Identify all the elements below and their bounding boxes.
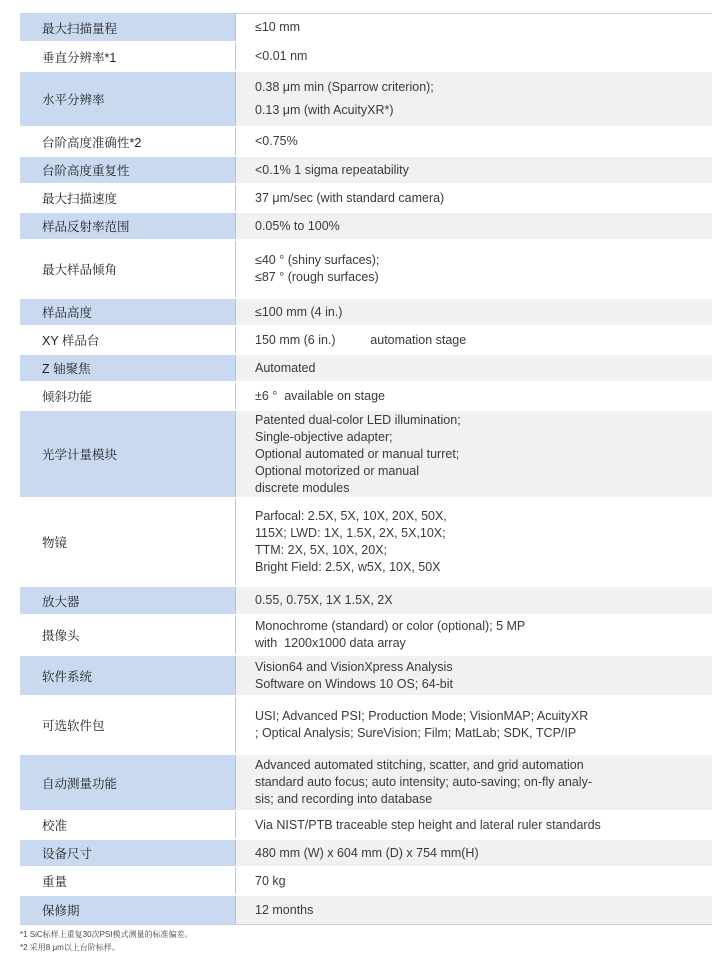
row-label: 样品反射率范围 — [20, 213, 236, 239]
table-row — [20, 43, 712, 72]
row-value: <0.01 nm — [236, 43, 712, 70]
row-label: 放大器 — [20, 587, 236, 614]
row-label: 摄像头 — [20, 616, 236, 654]
row-label: 软件系统 — [20, 656, 236, 695]
row-label: 台阶高度准确性*2 — [20, 128, 236, 155]
row-label: 保修期 — [20, 896, 236, 924]
row-value: Monochrome (standard) or color (optional); 5 MP with 1200x1000 data array — [236, 616, 712, 654]
row-label: 水平分辨率 — [20, 72, 236, 126]
row-value: 0.38 μm min (Sparrow criterion); 0.13 μm (with AcuityXR*) — [236, 72, 712, 126]
row-label: 重量 — [20, 868, 236, 894]
table-row — [20, 896, 712, 924]
row-value: ±6 ° available on stage — [236, 383, 712, 409]
row-label: 光学计量模块 — [20, 411, 236, 497]
row-label: 倾斜功能 — [20, 383, 236, 409]
table-row — [20, 499, 712, 587]
table-row — [20, 185, 712, 213]
row-label: 自动测量功能 — [20, 755, 236, 810]
table-row — [20, 128, 712, 157]
table-row — [20, 383, 712, 411]
row-label: 最大样品倾角 — [20, 241, 236, 297]
table-row — [20, 755, 712, 812]
row-value: Advanced automated stitching, scatter, and grid automation standard auto focus; auto intensity; auto-saving; on-fly analy- sis; and recording into database — [236, 755, 712, 810]
row-label: 台阶高度重复性 — [20, 157, 236, 183]
row-value: <0.1% 1 sigma repeatability — [236, 157, 712, 183]
row-label: 可选软件包 — [20, 697, 236, 753]
footnote: *2 采用8 μm以上台阶标样。 — [20, 943, 120, 952]
row-label: 设备尺寸 — [20, 840, 236, 866]
table-row — [20, 157, 712, 185]
row-label: Z 轴聚焦 — [20, 355, 236, 381]
table-row — [20, 868, 712, 896]
row-value: 0.55, 0.75X, 1X 1.5X, 2X — [236, 587, 712, 614]
row-label: 最大扫描量程 — [20, 14, 236, 41]
row-value: Parfocal: 2.5X, 5X, 10X, 20X, 50X, 115X; LWD: 1X, 1.5X, 2X, 5X,10X; TTM: 2X, 5X, 10X, 20X; Bright Field: 2.5X, w5X, 10X, 50X — [236, 499, 712, 585]
table-row — [20, 327, 712, 355]
table-row — [20, 355, 712, 383]
row-value: 150 mm (6 in.) automation stage — [236, 327, 712, 353]
row-label: 最大扫描速度 — [20, 185, 236, 211]
row-value: ≤100 mm (4 in.) — [236, 299, 712, 325]
row-value: Automated — [236, 355, 712, 381]
table-row — [20, 213, 712, 241]
row-value: ≤10 mm — [255, 20, 301, 34]
table-row — [20, 587, 712, 616]
table-row — [20, 14, 712, 43]
row-value: 70 kg — [236, 868, 712, 894]
footnote: *1 SiC标样上重复30次PSI模式测量的标准偏差。 — [20, 930, 193, 939]
row-value: USI; Advanced PSI; Production Mode; VisionMAP; AcuityXR ; Optical Analysis; SureVision; Film; MatLab; SDK, TCP/IP — [236, 697, 712, 753]
row-value: Vision64 and VisionXpress Analysis Software on Windows 10 OS; 64-bit — [236, 656, 712, 695]
row-value: 0.05% to 100% — [236, 213, 712, 239]
table-row — [20, 840, 712, 868]
row-value: <0.75% — [236, 128, 712, 155]
table-row — [20, 411, 712, 499]
spec-table — [20, 13, 712, 925]
table-row — [20, 299, 712, 327]
row-label: 垂直分辨率*1 — [20, 43, 236, 70]
row-value: ≤40 ° (shiny surfaces); ≤87 ° (rough surfaces) — [236, 241, 712, 297]
footnotes — [20, 928, 192, 954]
row-value: Via NIST/PTB traceable step height and lateral ruler standards — [236, 812, 712, 838]
row-value: 37 μm/sec (with standard camera) — [236, 185, 712, 211]
row-value: Patented dual-color LED illumination; Single-objective adapter; Optional automated or manual turret; Optional motorized or manual discrete modules — [236, 411, 712, 497]
table-row — [20, 72, 712, 128]
table-row — [20, 812, 712, 840]
table-row — [20, 656, 712, 697]
row-label: 样品高度 — [20, 299, 236, 325]
table-row — [20, 241, 712, 299]
row-value: 480 mm (W) x 604 mm (D) x 754 mm(H) — [236, 840, 712, 866]
row-value: 12 months — [236, 896, 712, 924]
row-label: 物镜 — [20, 499, 236, 585]
table-row — [20, 697, 712, 755]
table-row — [20, 616, 712, 656]
row-label: 校准 — [20, 812, 236, 838]
row-label: XY 样品台 — [20, 327, 236, 353]
